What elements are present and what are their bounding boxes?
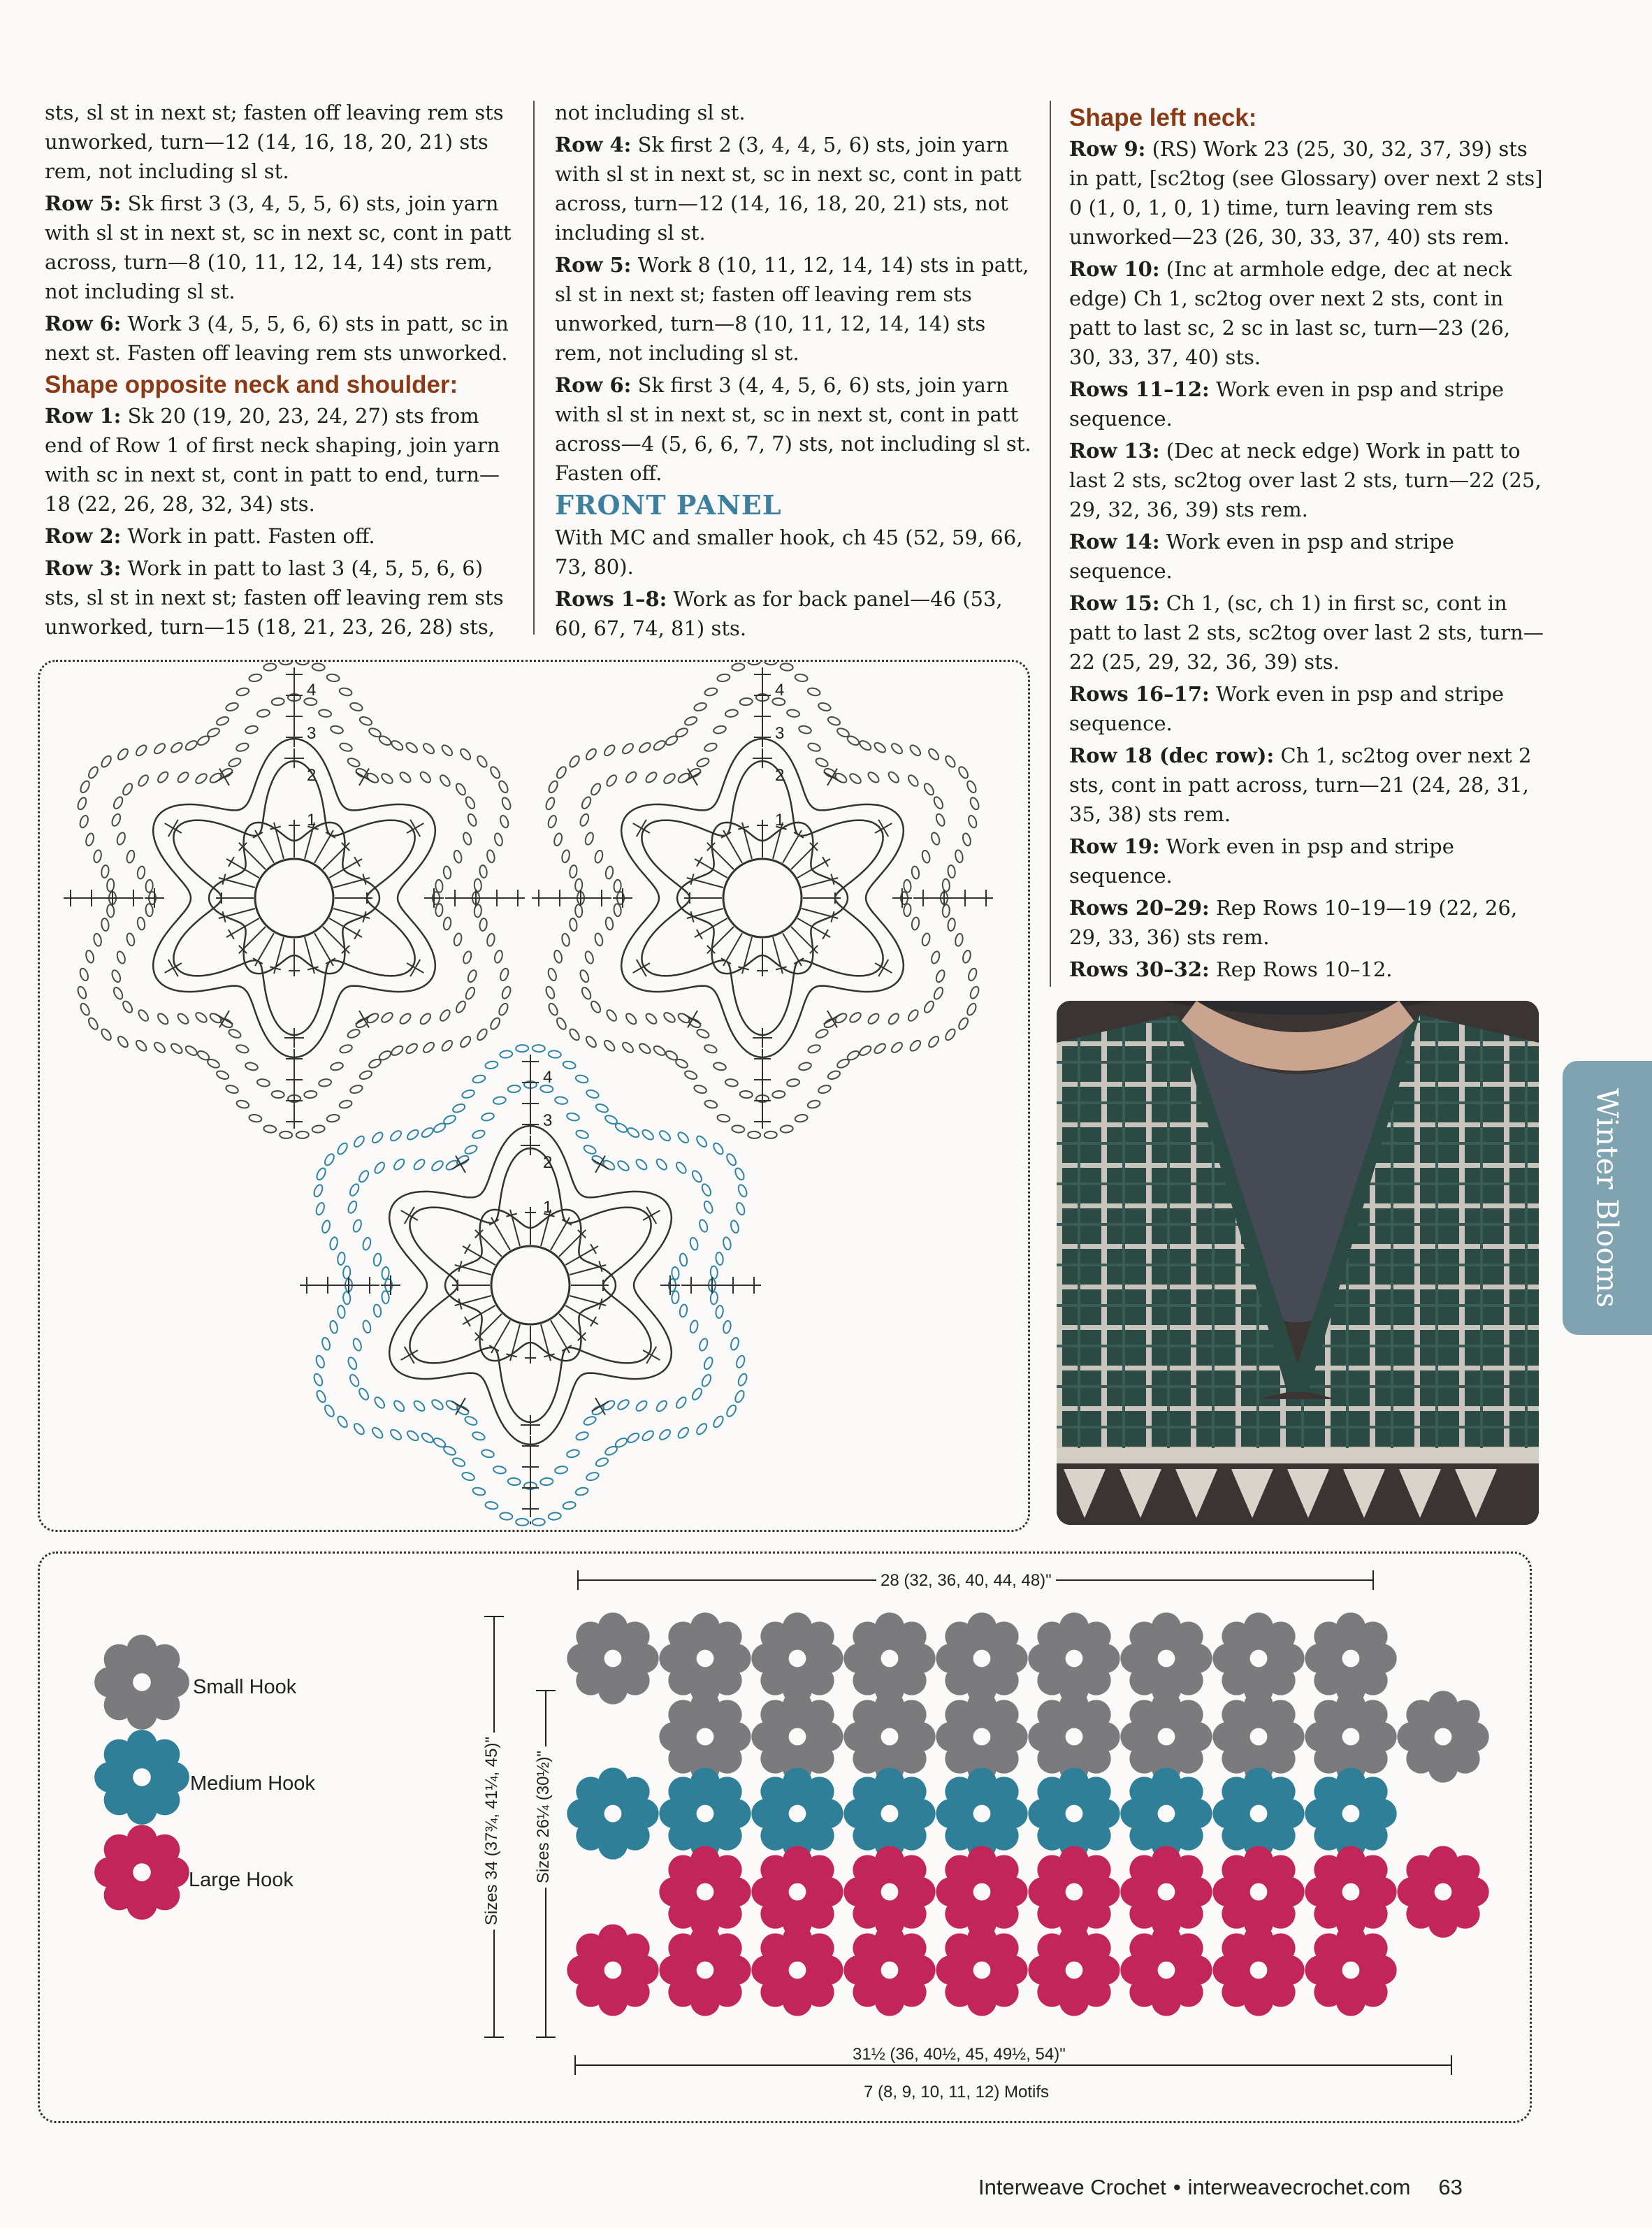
hook-motif-grid-23 [1028, 1767, 1120, 1859]
dimension-left-inner: Sizes 26¼ (30½)" [534, 1746, 553, 1888]
hook-motif-grid-29 [843, 1846, 935, 1937]
column-divider [533, 101, 535, 635]
paragraph: not including sl st. [555, 101, 746, 124]
garment-photo [1057, 1001, 1539, 1525]
hook-motif-legend-large [94, 1825, 189, 1920]
magazine-name: Interweave Crochet [978, 2175, 1166, 2199]
hook-motif-grid-4 [936, 1612, 1027, 1704]
instruction-rows-20-29: Rows 20–29: Rep Rows 10–19—19 (22, 26, 29, 33, 36) sts rem. [1069, 896, 1518, 949]
instruction-row-14: Row 14: Work even in psp and stripe sequence. [1069, 530, 1454, 583]
hook-motif-grid-21 [843, 1767, 935, 1859]
motif-count: 7 (8, 9, 10, 11, 12) Motifs [864, 2083, 1050, 2102]
hook-motif-grid-8 [1305, 1612, 1396, 1704]
instruction-row-10: Row 10: (Inc at armhole edge, dec at neck edge) Ch 1, sc2tog over next 2 sts, cont in patt to last sc, 2 sc in last sc, turn—23 (26, 30, 33, 37, 40) sts. [1069, 257, 1512, 369]
round-number-label: 4 [775, 681, 785, 700]
hook-motif-grid-27 [659, 1846, 751, 1937]
instruction-row-2: Row 2: Work in patt. Fasten off. [45, 524, 375, 548]
page-footer [978, 2175, 1463, 2200]
dimension-bottom: 31½ (36, 40½, 45, 49½, 54)" [848, 2045, 1070, 2064]
hook-motif-grid-0 [567, 1612, 658, 1704]
instruction-row-5: Row 5: Work 8 (10, 11, 12, 14, 14) sts in patt, sl st in next st; fasten off leaving rem sts unworked, turn—8 (10, 11, 12, 14, 14) sts rem, not including sl st. [555, 253, 1029, 365]
instruction-rows-16-17: Rows 16–17: Work even in psp and stripe sequence. [1069, 682, 1505, 735]
crochet-motif-2 [532, 662, 993, 1138]
hook-motif-grid-26 [1305, 1767, 1396, 1859]
dimension-left-outer: Sizes 34 (37¾, 41¼, 45)" [482, 1733, 502, 1930]
column-divider [1050, 101, 1051, 987]
motif-stitch-chart [40, 662, 1028, 1530]
legend-medium-hook: Medium Hook [190, 1772, 315, 1795]
hook-motif-grid-34 [1305, 1846, 1396, 1937]
instruction-row-1: Row 1: Sk 20 (19, 20, 23, 24, 27) sts from end of Row 1 of first neck shaping, join yarn with sc in next st, cont in patt to end, turn—18 (22, 26, 28, 32, 34) sts. [45, 404, 500, 516]
hook-motif-grid-2 [751, 1612, 843, 1704]
hook-motif-grid-19 [659, 1767, 751, 1859]
text-column-1 [45, 98, 523, 644]
hook-motif-grid-5 [1028, 1612, 1120, 1704]
hook-motif-grid-20 [751, 1767, 843, 1859]
instruction-rows-1-8: Rows 1–8: Work as for back panel—46 (53, 60, 67, 74, 81) sts. [555, 587, 1003, 640]
hook-motif-grid-32 [1120, 1846, 1212, 1937]
hook-motif-grid-24 [1120, 1767, 1212, 1859]
page-number: 63 [1438, 2175, 1463, 2199]
round-number-label: 3 [307, 724, 317, 743]
crochet-motif-3 [300, 1045, 761, 1526]
section-tab [1563, 1061, 1652, 1335]
website: interweavecrochet.com [1187, 2175, 1411, 2199]
round-number-label: 1 [775, 811, 785, 830]
instruction-row-6: Row 6: Sk first 3 (4, 4, 5, 6, 6) sts, join yarn with sl st in next st, sc in next st, cont in patt across—4 (5, 6, 6, 7, 7) sts, not including sl st. Fasten off. [555, 373, 1031, 485]
instruction-rows-30-32: Rows 30–32: Rep Rows 10–12. [1069, 957, 1393, 981]
hook-motif-grid-41 [1028, 1924, 1120, 2016]
photo-illustration [1057, 1001, 1539, 1525]
hook-motif-grid-35 [1397, 1846, 1488, 1937]
schematic-box [38, 1551, 1532, 2123]
round-number-label: 1 [543, 1198, 553, 1217]
round-number-label: 2 [543, 1153, 553, 1172]
hook-motif-grid-37 [659, 1924, 751, 2016]
instruction-row-19: Row 19: Work even in psp and stripe sequence. [1069, 834, 1454, 888]
hook-motif-grid-36 [567, 1924, 658, 2016]
crochet-motif-1 [64, 662, 525, 1138]
hook-motif-grid-40 [936, 1924, 1027, 2016]
instruction-row-15: Row 15: Ch 1, (sc, ch 1) in first sc, cont in patt to last 2 sts, sc2tog over last 2 sts, turn—22 (25, 29, 32, 36, 39) sts. [1069, 591, 1544, 674]
instruction-row-13: Row 13: (Dec at neck edge) Work in patt to last 2 sts, sc2tog over last 2 sts, turn—22 (25, 29, 32, 36, 39) sts rem. [1069, 439, 1542, 521]
section-heading: Shape left neck: [1069, 104, 1257, 131]
instruction-row-4: Row 4: Sk first 2 (3, 4, 4, 5, 6) sts, join yarn with sl st in next st, sc in next sc, cont in patt across, turn—12 (14, 16, 18, 20, 21) sts, not including sl st. [555, 133, 1022, 245]
dimension-top: 28 (32, 36, 40, 44, 48)" [876, 1571, 1056, 1591]
hook-motif-grid-6 [1120, 1612, 1212, 1704]
hook-motif-grid-28 [751, 1846, 843, 1937]
text-column-3 [1069, 102, 1544, 987]
hook-motif-grid-18 [567, 1767, 658, 1859]
section-heading: Shape opposite neck and shoulder: [45, 371, 458, 398]
section-heading: FRONT PANEL [555, 489, 782, 521]
round-number-label: 1 [307, 811, 317, 830]
instruction-row-6: Row 6: Work 3 (4, 5, 5, 6, 6) sts in patt, sc in next st. Fasten off leaving rem sts unworked. [45, 312, 509, 365]
hook-motif-grid-17 [1397, 1691, 1488, 1782]
hook-motif-grid-39 [843, 1924, 935, 2016]
crochet-chart-box [38, 660, 1030, 1532]
instruction-rows-11-12: Rows 11–12: Work even in psp and stripe sequence. [1069, 377, 1505, 431]
section-tab-label: Winter Blooms [1590, 1087, 1625, 1308]
separator-dot: • [1173, 2175, 1181, 2199]
hook-motif-grid-42 [1120, 1924, 1212, 2016]
paragraph: With MC and smaller hook, ch 45 (52, 59, 66, 73, 80). [555, 526, 1023, 579]
legend-small-hook: Small Hook [193, 1676, 297, 1698]
instruction-row-3: Row 3: Work in patt to last 3 (4, 5, 5, 6, 6) sts, sl st in next st; fasten off leaving rem sts unworked, turn—15 (18, 21, 23, 26, 28) sts, [45, 556, 504, 639]
hook-motif-grid-30 [936, 1846, 1027, 1937]
hook-motif-grid-33 [1212, 1846, 1304, 1937]
hook-motif-grid-3 [843, 1612, 935, 1704]
instruction-row-9: Row 9: (RS) Work 23 (25, 30, 32, 37, 39) sts in patt, [sc2tog (see Glossary) over next 2 sts] 0 (1, 0, 1, 0, 1) time, turn leaving rem sts unworked—23 (26, 30, 33, 37, 40) sts rem. [1069, 137, 1543, 249]
round-number-label: 2 [307, 766, 317, 785]
hook-motif-grid-7 [1212, 1612, 1304, 1704]
hook-motif-grid-25 [1212, 1767, 1304, 1859]
round-number-label: 2 [775, 766, 785, 785]
hook-motif-legend-medium [94, 1730, 189, 1825]
hook-motif-grid-38 [751, 1924, 843, 2016]
paragraph: sts, sl st in next st; fasten off leaving rem sts unworked, turn—12 (14, 16, 18, 20, 21) sts rem, not including sl st. [45, 101, 504, 183]
hook-motif-legend-small [94, 1635, 189, 1730]
hook-motif-grid-44 [1305, 1924, 1396, 2016]
round-number-label: 3 [543, 1111, 553, 1130]
hook-motif-grid-31 [1028, 1846, 1120, 1937]
motif-layout-schematic [40, 1554, 1530, 2121]
instruction-row-18: Row 18 (dec row): Ch 1, sc2tog over next 2 sts, cont in patt across, turn—21 (24, 28, 31, 35, 38) sts rem. [1069, 744, 1532, 826]
hook-motif-grid-1 [659, 1612, 751, 1704]
round-number-label: 4 [307, 681, 317, 700]
hook-motif-grid-43 [1212, 1924, 1304, 2016]
text-column-2 [555, 98, 1037, 646]
legend-large-hook: Large Hook [189, 1869, 294, 1891]
round-number-label: 4 [543, 1068, 553, 1087]
round-number-label: 3 [775, 724, 785, 743]
instruction-row-5: Row 5: Sk first 3 (3, 4, 5, 5, 6) sts, join yarn with sl st in next st, sc in next sc, cont in patt across, turn—8 (10, 11, 12, 14, 14) sts rem, not including sl st. [45, 191, 512, 303]
hook-motif-grid-22 [936, 1767, 1027, 1859]
